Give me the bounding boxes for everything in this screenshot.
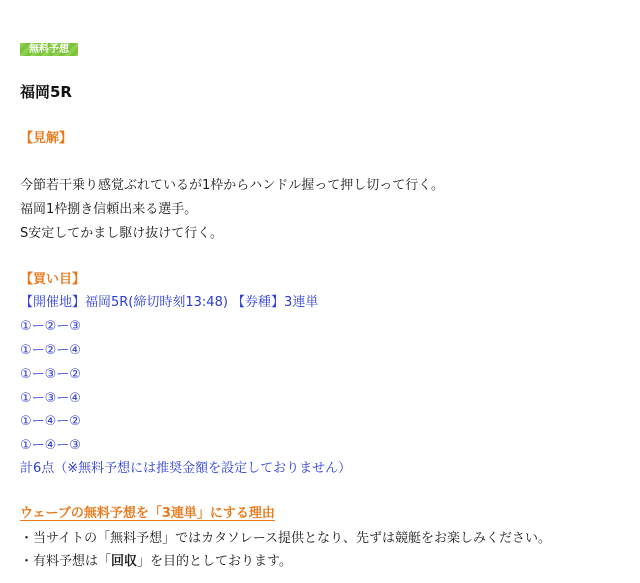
free-prediction-badge: 無料予想	[20, 43, 78, 56]
reason-heading: ウェーブの無料予想を「3連単」にする理由	[20, 506, 275, 521]
reason-line-2-prefix: ・有料予想は「	[20, 554, 112, 569]
reason-line-2-suffix: 」を目的としております。	[137, 554, 292, 569]
picks-info: 【開催地】福岡5R(締切時刻13:48) 【券種】3連単	[20, 295, 319, 310]
pick-combo: ①ー③ー②	[20, 367, 81, 382]
pick-combo: ①ー④ー③	[20, 438, 81, 453]
opinion-line-2: 福岡1枠捌き信頼出来る選手。	[20, 202, 198, 217]
race-title: 福岡5R	[20, 83, 72, 101]
pick-combo: ①ー④ー②	[20, 414, 81, 429]
pick-combo: ①ー②ー③	[20, 319, 81, 334]
pick-combo: ①ー②ー④	[20, 343, 81, 358]
opinion-heading: 【見解】	[20, 131, 73, 146]
reason-line-2-emphasis: 回収	[111, 554, 138, 569]
opinion-line-1: 今節若干乗り感覚ぶれているが1枠からハンドル握って押し切って行く。	[20, 178, 445, 193]
picks-heading: 【買い目】	[20, 272, 86, 287]
reason-line-1: ・当サイトの「無料予想」ではカタソレース提供となり、先ずは競艇をお楽しみください。	[20, 531, 552, 546]
opinion-line-3: S安定してかまし駆け抜けて行く。	[20, 226, 223, 241]
reason-line-2	[20, 553, 292, 571]
pick-combo: ①ー③ー④	[20, 391, 81, 406]
picks-total: 計6点（※無料予想には推奨金額を設定しておりません）	[20, 461, 352, 476]
